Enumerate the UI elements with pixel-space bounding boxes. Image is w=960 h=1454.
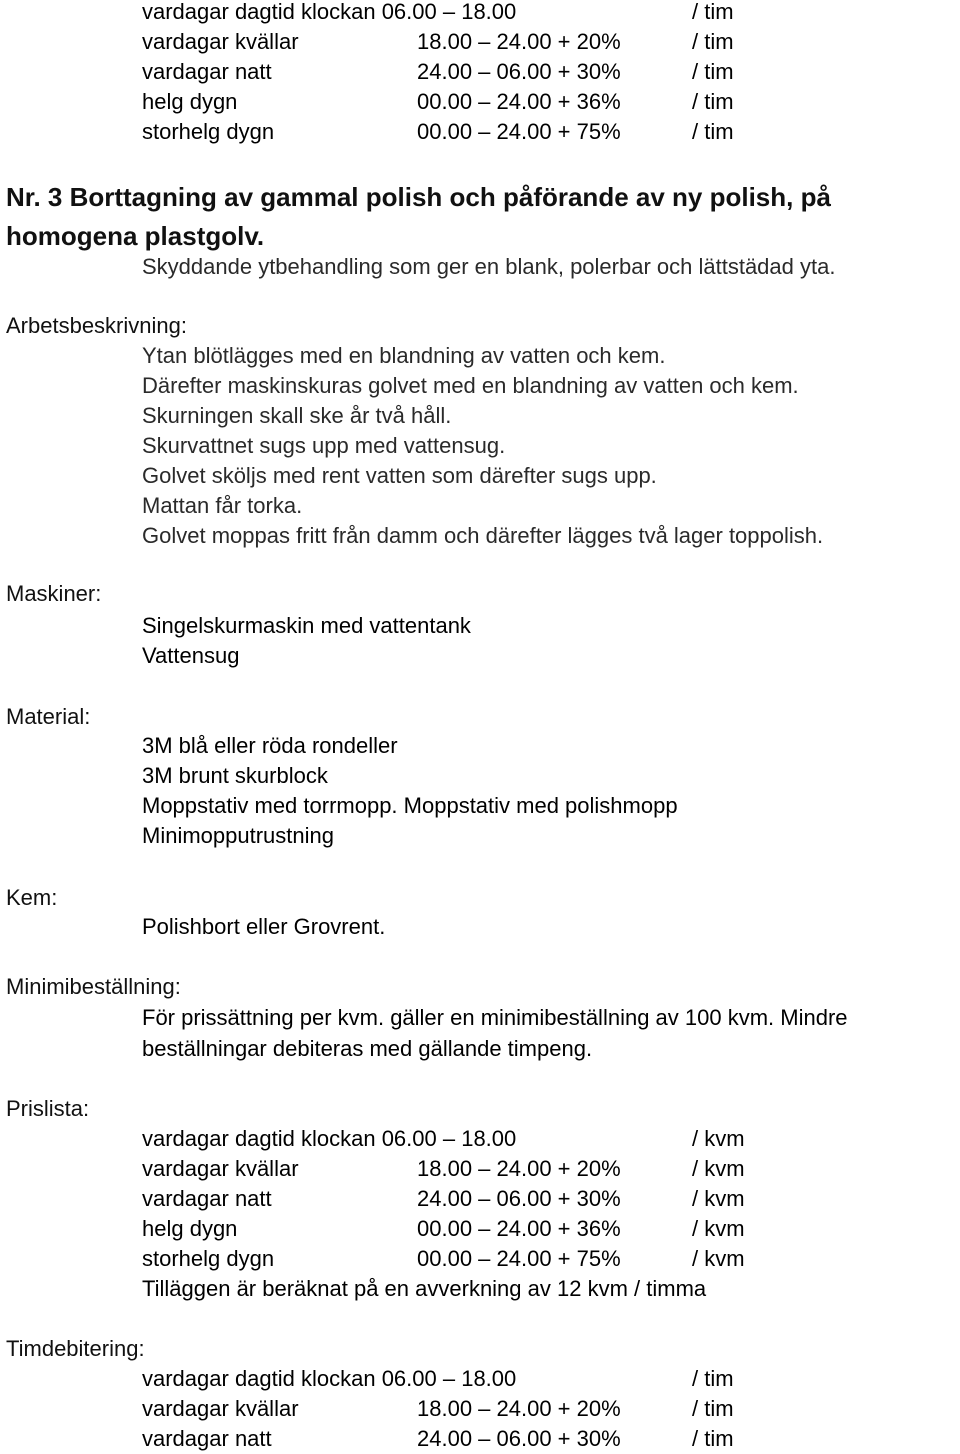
section-title: Nr. 3 Borttagning av gammal polish och påförande av ny polish, på [6, 182, 831, 212]
machines-label: Maskiner: [6, 581, 102, 606]
price-label: vardagar dagtid klockan 06.00 – 18.00 [142, 1126, 517, 1151]
price-unit: / kvm [692, 1246, 745, 1271]
material-item: 3M brunt skurblock [142, 763, 328, 788]
machine-item: Singelskurmaskin med vattentank [142, 613, 471, 638]
section-subtitle: Skyddande ytbehandling som ger en blank, polerbar och lättstädad yta. [142, 254, 836, 279]
hourly-label: Timdebitering: [6, 1336, 145, 1361]
rate-time: 24.00 – 06.00 + 30% [417, 59, 621, 84]
pricelist-label: Prislista: [6, 1096, 90, 1121]
work-step: Mattan får torka. [142, 493, 303, 518]
hourly-row-unit: / tim [692, 1426, 734, 1451]
price-time: 18.00 – 24.00 + 20% [417, 1156, 621, 1181]
price-time: 00.00 – 24.00 + 75% [417, 1246, 621, 1271]
price-unit: / kvm [692, 1126, 745, 1151]
price-time: 24.00 – 06.00 + 30% [417, 1186, 621, 1211]
rate-unit: / tim [692, 89, 734, 114]
price-unit: / kvm [692, 1186, 745, 1211]
chem-label: Kem: [6, 885, 58, 910]
hourly-row-label: vardagar dagtid klockan 06.00 – 18.00 [142, 1366, 517, 1391]
rate-unit: / tim [692, 59, 734, 84]
section-title-cont: homogena plastgolv. [6, 221, 265, 251]
rate-time: 00.00 – 24.00 + 75% [417, 119, 621, 144]
rate-unit: / tim [692, 119, 734, 144]
hourly-row-label: vardagar natt [142, 1426, 272, 1451]
minimum-label: Minimibeställning: [6, 974, 181, 999]
material-item: 3M blå eller röda rondeller [142, 733, 398, 758]
hourly-row-unit: / tim [692, 1396, 734, 1421]
price-label: vardagar kvällar [142, 1156, 299, 1181]
rate-label: storhelg dygn [142, 119, 275, 144]
work-step: Därefter maskinskuras golvet med en blandning av vatten och kem. [142, 373, 799, 398]
hourly-row-time: 24.00 – 06.00 + 30% [417, 1426, 621, 1451]
price-label: vardagar natt [142, 1186, 272, 1211]
work-step: Skurvattnet sugs upp med vattensug. [142, 433, 506, 458]
price-unit: / kvm [692, 1156, 745, 1181]
rate-label: helg dygn [142, 89, 238, 114]
rate-time: 18.00 – 24.00 + 20% [417, 29, 621, 54]
material-item: Minimopputrustning [142, 823, 334, 848]
work-label: Arbetsbeskrivning: [6, 313, 187, 338]
rate-unit: / tim [692, 29, 734, 54]
rate-label: vardagar natt [142, 59, 272, 84]
machine-item: Vattensug [142, 643, 240, 668]
hourly-row-time: 18.00 – 24.00 + 20% [417, 1396, 621, 1421]
price-label: storhelg dygn [142, 1246, 275, 1271]
minimum-text: För prissättning per kvm. gäller en minimibeställning av 100 kvm. Mindre [142, 1005, 848, 1030]
rate-unit: / tim [692, 0, 734, 24]
price-time: 00.00 – 24.00 + 36% [417, 1216, 621, 1241]
rate-label: vardagar kvällar [142, 29, 299, 54]
material-label: Material: [6, 704, 91, 729]
hourly-row-label: vardagar kvällar [142, 1396, 299, 1421]
minimum-text: beställningar debiteras med gällande timpeng. [142, 1036, 593, 1061]
hourly-row-unit: / tim [692, 1366, 734, 1391]
work-step: Golvet moppas fritt från damm och därefter lägges två lager toppolish. [142, 523, 824, 548]
rate-label: vardagar dagtid klockan 06.00 – 18.00 [142, 0, 517, 24]
chem-item: Polishbort eller Grovrent. [142, 914, 386, 939]
work-step: Skurningen skall ske år två håll. [142, 403, 452, 428]
material-item: Moppstativ med torrmopp. Moppstativ med polishmopp [142, 793, 678, 818]
rate-time: 00.00 – 24.00 + 36% [417, 89, 621, 114]
price-label: helg dygn [142, 1216, 238, 1241]
pricelist-note: Tilläggen är beräknat på en avverkning av 12 kvm / timma [142, 1276, 707, 1301]
work-step: Golvet sköljs med rent vatten som därefter sugs upp. [142, 463, 657, 488]
work-step: Ytan blötlägges med en blandning av vatten och kem. [142, 343, 666, 368]
price-unit: / kvm [692, 1216, 745, 1241]
